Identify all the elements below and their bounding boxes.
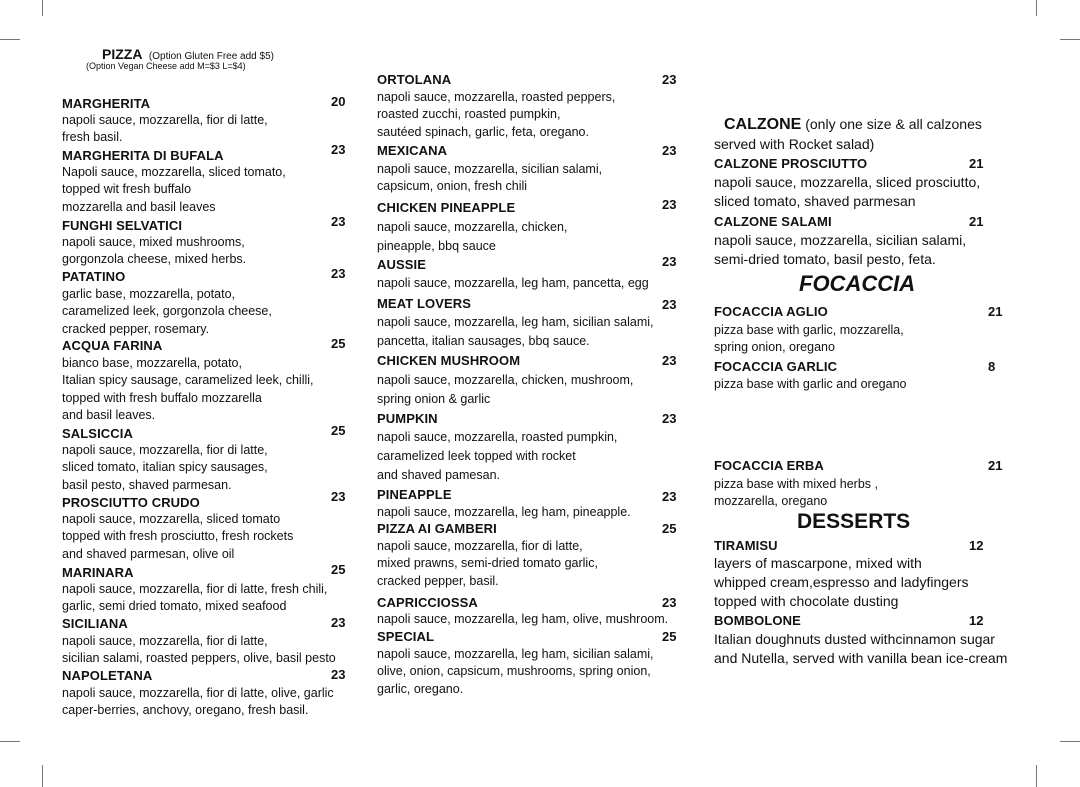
menu-item-name: PATATINO [62,269,126,284]
menu-item-description: mozzarella, oregano [714,494,828,509]
menu-item-description: Italian doughnuts dusted withcinnamon sugar [714,631,995,647]
menu-item-price: 23 [331,142,346,157]
menu-item-description: pizza base with garlic, mozzarella, [714,323,904,337]
crop-mark [1036,0,1037,16]
menu-item-description: napoli sauce, mozzarella, sicilian salami, [377,162,603,176]
menu-item-price: 25 [331,423,346,438]
menu-item-description: napoli sauce, mozzarella, fior di latte, [62,634,268,648]
menu-item-name: SPECIAL [377,629,435,644]
menu-item-name: MEAT LOVERS [377,296,472,311]
menu-item-price: 25 [331,562,346,577]
menu-item-description: layers of mascarpone, mixed with [714,555,922,571]
menu-item-price: 25 [662,521,677,536]
menu-item-name: ACQUA FARINA [62,338,163,353]
menu-item-description: napoli sauce, mozzarella, fior di latte, olive, garlic [62,686,334,700]
menu-item-name: TIRAMISU [714,538,778,553]
menu-item-description: topped with fresh prosciutto, fresh rockets [62,529,294,544]
menu-item-price: 25 [331,336,346,351]
menu-item-name: CALZONE SALAMI [714,214,832,229]
menu-item-price: 23 [662,411,677,426]
calzone-heading [724,116,982,134]
menu-item-description: napoli sauce, mozzarella, fior di latte, [62,443,268,457]
menu-item-name: FUNGHI SELVATICI [62,218,183,233]
menu-item-name: CHICKEN PINEAPPLE [377,200,516,215]
menu-item-description: napoli sauce, mixed mushrooms, [62,235,245,249]
menu-item-description: olive, onion, capsicum, mushrooms, spring onion, [377,664,651,679]
menu-item-description: sautéed spinach, garlic, feta, oregano. [377,124,589,139]
menu-item-description: caramelized leek topped with rocket [377,449,576,463]
menu-item-description: napoli sauce, mozzarella, leg ham, sicilian salami, [377,315,654,329]
menu-item-description: cracked pepper, rosemary. [62,321,210,336]
menu-item-description: capsicum, onion, fresh chili [377,179,528,194]
crop-mark [0,39,20,40]
menu-item-description: bianco base, mozzarella, potato, [62,356,242,370]
menu-item-price: 21 [969,214,984,229]
calzone-note: (only one size & all calzones [801,116,982,132]
menu-item-price: 23 [662,72,677,87]
menu-item-description: napoli sauce, mozzarella, fior di latte, [62,113,268,127]
menu-item-name: BOMBOLONE [714,613,801,628]
menu-item-description: pineapple, bbq sauce [377,239,496,253]
crop-mark [42,0,43,16]
calzone-note-line2: served with Rocket salad) [714,136,875,152]
menu-item-name: FOCACCIA ERBA [714,458,824,473]
menu-item-description: napoli sauce, mozzarella, fior di latte, [377,539,583,553]
crop-mark [1060,741,1080,742]
crop-mark [1036,765,1037,787]
menu-item-description: basil pesto, shaved parmesan. [62,477,232,492]
menu-item-price: 23 [662,353,677,368]
menu-item-name: ORTOLANA [377,72,452,87]
menu-item-description: caper-berries, anchovy, oregano, fresh basil. [62,703,309,718]
menu-item-description: fresh basil. [62,130,123,145]
menu-item-description: roasted zucchi, roasted pumpkin, [377,107,561,122]
menu-item-description: Napoli sauce, mozzarella, sliced tomato, [62,165,286,179]
desserts-heading: DESSERTS [797,510,911,533]
menu-item-description: napoli sauce, mozzarella, leg ham, pancetta, egg [377,276,649,290]
menu-item-description: garlic base, mozzarella, potato, [62,287,236,301]
menu-item-name: AUSSIE [377,257,427,272]
menu-item-description: semi-dried tomato, basil pesto, feta. [714,251,936,267]
menu-item-description: gorgonzola cheese, mixed herbs. [62,252,247,267]
menu-item-name: SICILIANA [62,616,128,631]
menu-item-name: CHICKEN MUSHROOM [377,353,521,368]
menu-item-price: 23 [331,615,346,630]
menu-item-description: Italian spicy sausage, caramelized leek, chilli, [62,373,314,388]
focaccia-heading: FOCACCIA [799,271,916,296]
menu-item-price: 8 [988,359,996,374]
calzone-title: CALZONE [724,116,802,133]
menu-item-price: 23 [662,143,677,158]
pizza-note-gluten-free: (Option Gluten Free add $5) [148,51,274,62]
menu-item-description: napoli sauce, mozzarella, roasted peppers, [377,90,616,104]
menu-item-description: topped wit fresh buffalo [62,182,192,197]
menu-item-description: napoli sauce, mozzarella, sicilian salami, [714,232,967,248]
menu-item-price: 23 [662,297,677,312]
menu-item-price: 12 [969,613,984,628]
menu-item-description: and basil leaves. [62,408,156,423]
crop-mark [1060,39,1080,40]
menu-item-description: and Nutella, served with vanilla bean ice-cream [714,650,1008,667]
menu-item-name: PIZZA AI GAMBERI [377,521,497,536]
menu-item-description: mixed prawns, semi-dried tomato garlic, [377,556,598,571]
menu-item-price: 23 [331,667,346,682]
menu-item-description: sicilian salami, roasted peppers, olive, basil pesto [62,651,336,666]
menu-item-description: napoli sauce, mozzarella, leg ham, sicilian salami, [377,647,654,661]
menu-item-price: 21 [988,458,1003,473]
pizza-title: PIZZA [102,46,143,62]
menu-item-price: 23 [662,595,677,610]
menu-item-description: and shaved parmesan, olive oil [62,546,235,561]
menu-item-price: 23 [331,266,346,281]
menu-item-description: sliced tomato, shaved parmesan [714,193,916,209]
menu-item-description: and shaved pamesan. [377,468,501,482]
menu-item-name: MARINARA [62,565,134,580]
menu-item-price: 23 [662,197,677,212]
menu-item-description: garlic, oregano. [377,681,464,696]
menu-item-description: cracked pepper, basil. [377,573,499,588]
menu-item-price: 25 [662,629,677,644]
menu-item-price: 23 [331,489,346,504]
menu-item-description: napoli sauce, mozzarella, chicken, [377,220,568,234]
menu-item-name: PUMPKIN [377,411,438,426]
menu-item-description: topped with chocolate dusting [714,593,899,610]
menu-item-description: napoli sauce, mozzarella, fior di latte, fresh chili, [62,582,328,596]
menu-item-name: MARGHERITA DI BUFALA [62,148,224,163]
menu-item-name: FOCACCIA AGLIO [714,304,828,319]
menu-item-price: 23 [662,489,677,504]
menu-item-description: spring onion & garlic [377,392,491,406]
menu-item-description: whipped cream,espresso and ladyfingers [714,574,969,591]
menu-item-description: pizza base with garlic and oregano [714,377,907,391]
menu-item-price: 21 [969,156,984,171]
menu-item-price: 23 [331,214,346,229]
menu-item-description: napoli sauce, mozzarella, leg ham, pineapple. [377,505,631,519]
menu-item-price: 20 [331,94,346,109]
menu-item-description: topped with fresh buffalo mozzarella [62,390,262,405]
menu-item-description: napoli sauce, mozzarella, leg ham, olive, mushroom. [377,612,669,626]
menu-item-description: garlic, semi dried tomato, mixed seafood [62,599,287,614]
menu-item-name: CALZONE PROSCIUTTO [714,156,868,171]
crop-mark [0,741,20,742]
menu-item-price: 21 [988,304,1003,319]
menu-item-description: napoli sauce, mozzarella, sliced tomato [62,512,281,526]
menu-item-name: NAPOLETANA [62,668,153,683]
menu-item-description: mozzarella and basil leaves [62,199,216,214]
menu-item-description: pizza base with mixed herbs , [714,477,878,491]
menu-item-description: napoli sauce, mozzarella, chicken, mushroom, [377,373,634,387]
menu-item-description: caramelized leek, gorgonzola cheese, [62,304,272,319]
menu-item-description: napoli sauce, mozzarella, sliced prosciutto, [714,174,981,190]
menu-item-price: 23 [662,254,677,269]
menu-item-name: PROSCIUTTO CRUDO [62,495,200,510]
pizza-note-vegan: (Option Vegan Cheese add M=$3 L=$4) [86,61,246,71]
menu-item-description: sliced tomato, italian spicy sausages, [62,460,268,475]
menu-item-description: pancetta, italian sausages, bbq sauce. [377,334,590,348]
menu-item-name: SALSICCIA [62,426,133,441]
menu-item-description: napoli sauce, mozzarella, roasted pumpkin, [377,430,618,444]
menu-item-name: CAPRICCIOSSA [377,595,478,610]
menu-item-name: MEXICANA [377,143,448,158]
menu-item-description: spring onion, oregano [714,340,835,355]
menu-item-name: FOCACCIA GARLIC [714,359,838,374]
menu-item-price: 12 [969,538,984,553]
menu-item-name: MARGHERITA [62,96,151,111]
crop-mark [42,765,43,787]
menu-item-name: PINEAPPLE [377,487,452,502]
